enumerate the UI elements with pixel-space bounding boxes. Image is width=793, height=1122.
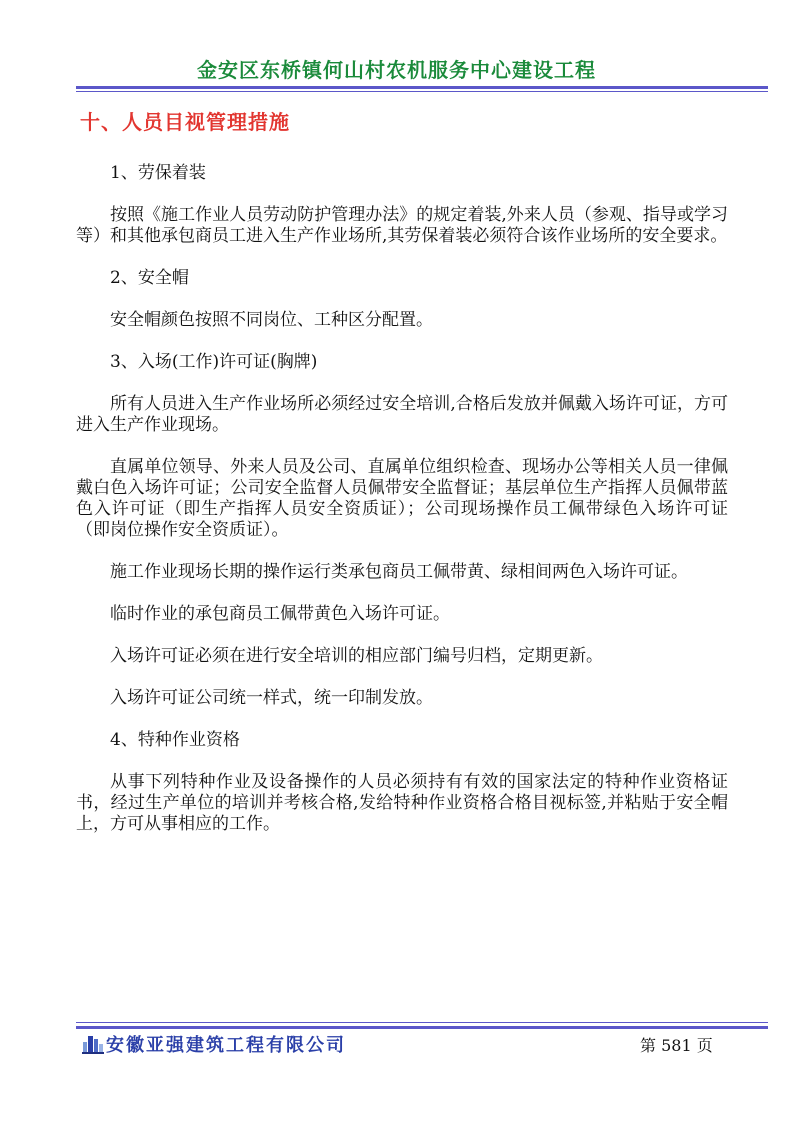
paragraph: 临时作业的承包商员工佩带黄色入场许可证。: [110, 604, 450, 624]
paragraph: 所有人员进入生产作业场所必须经过安全培训,合格后发放并佩戴入场许可证，方可进入生产作业现场。: [76, 394, 728, 435]
paragraph-subheading: 1、劳保着装: [110, 163, 206, 183]
page-number: 第 581 页: [640, 1036, 713, 1055]
paragraph: 直属单位领导、外来人员及公司、直属单位组织检查、现场办公等相关人员一律佩戴白色入场许可证；公司安全监督人员佩带安全监督证；基层单位生产指挥人员佩带蓝色入许可证（即生产指挥人员安全资质证）；公司现场操作员工佩带绿色入场许可证（即岗位操作安全资质证）。: [76, 457, 728, 540]
paragraph: 入场许可证公司统一样式，统一印制发放。: [110, 688, 433, 708]
footer-divider: [76, 1026, 768, 1029]
document-header-title: 金安区东桥镇何山村农机服务中心建设工程: [197, 58, 596, 82]
paragraph-subheading: 3、入场(工作)许可证(胸牌): [110, 352, 318, 372]
company-name: 安徽亚强建筑工程有限公司: [106, 1035, 346, 1056]
building-logo-icon: [82, 1032, 104, 1054]
body-text: [76, 163, 728, 856]
paragraph: 入场许可证必须在进行安全培训的相应部门编号归档，定期更新。: [110, 646, 603, 666]
section-heading: 十、人员目视管理措施: [80, 110, 290, 134]
paragraph: 从事下列特种作业及设备操作的人员必须持有有效的国家法定的特种作业资格证书，经过生产单位的培训并考核合格,发给特种作业资格合格目视标签,并粘贴于安全帽上，方可从事相应的工作。: [76, 772, 728, 834]
header-divider-thin: [76, 91, 768, 92]
paragraph: 施工作业现场长期的操作运行类承包商员工佩带黄、绿相间两色入场许可证。: [110, 562, 688, 582]
paragraph: 按照《施工作业人员劳动防护管理办法》的规定着装,外来人员（参观、指导或学习等）和其他承包商员工进入生产作业场所,其劳保着装必须符合该作业场所的安全要求。: [76, 205, 728, 246]
paragraph-subheading: 2、安全帽: [110, 268, 189, 288]
footer-divider-thin: [76, 1022, 768, 1023]
paragraph-subheading: 4、特种作业资格: [110, 730, 240, 750]
paragraph: 安全帽颜色按照不同岗位、工种区分配置。: [110, 310, 433, 330]
header-divider: [76, 86, 768, 89]
